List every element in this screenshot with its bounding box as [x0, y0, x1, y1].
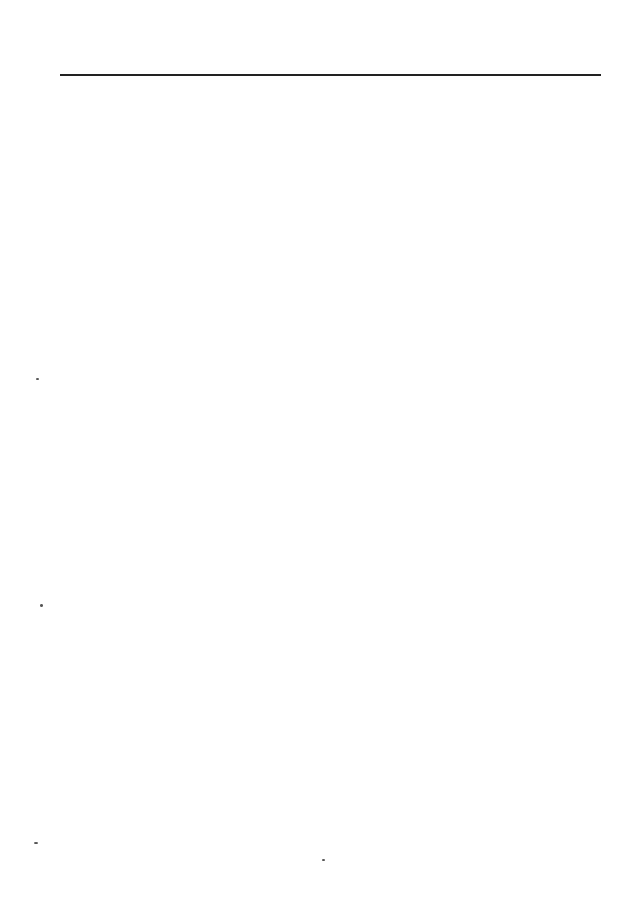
medicines-table: [60, 74, 601, 76]
scan-speck: [36, 378, 39, 380]
scan-speck: [40, 604, 43, 607]
scan-speck: [34, 842, 38, 844]
scan-speck: [322, 859, 325, 861]
